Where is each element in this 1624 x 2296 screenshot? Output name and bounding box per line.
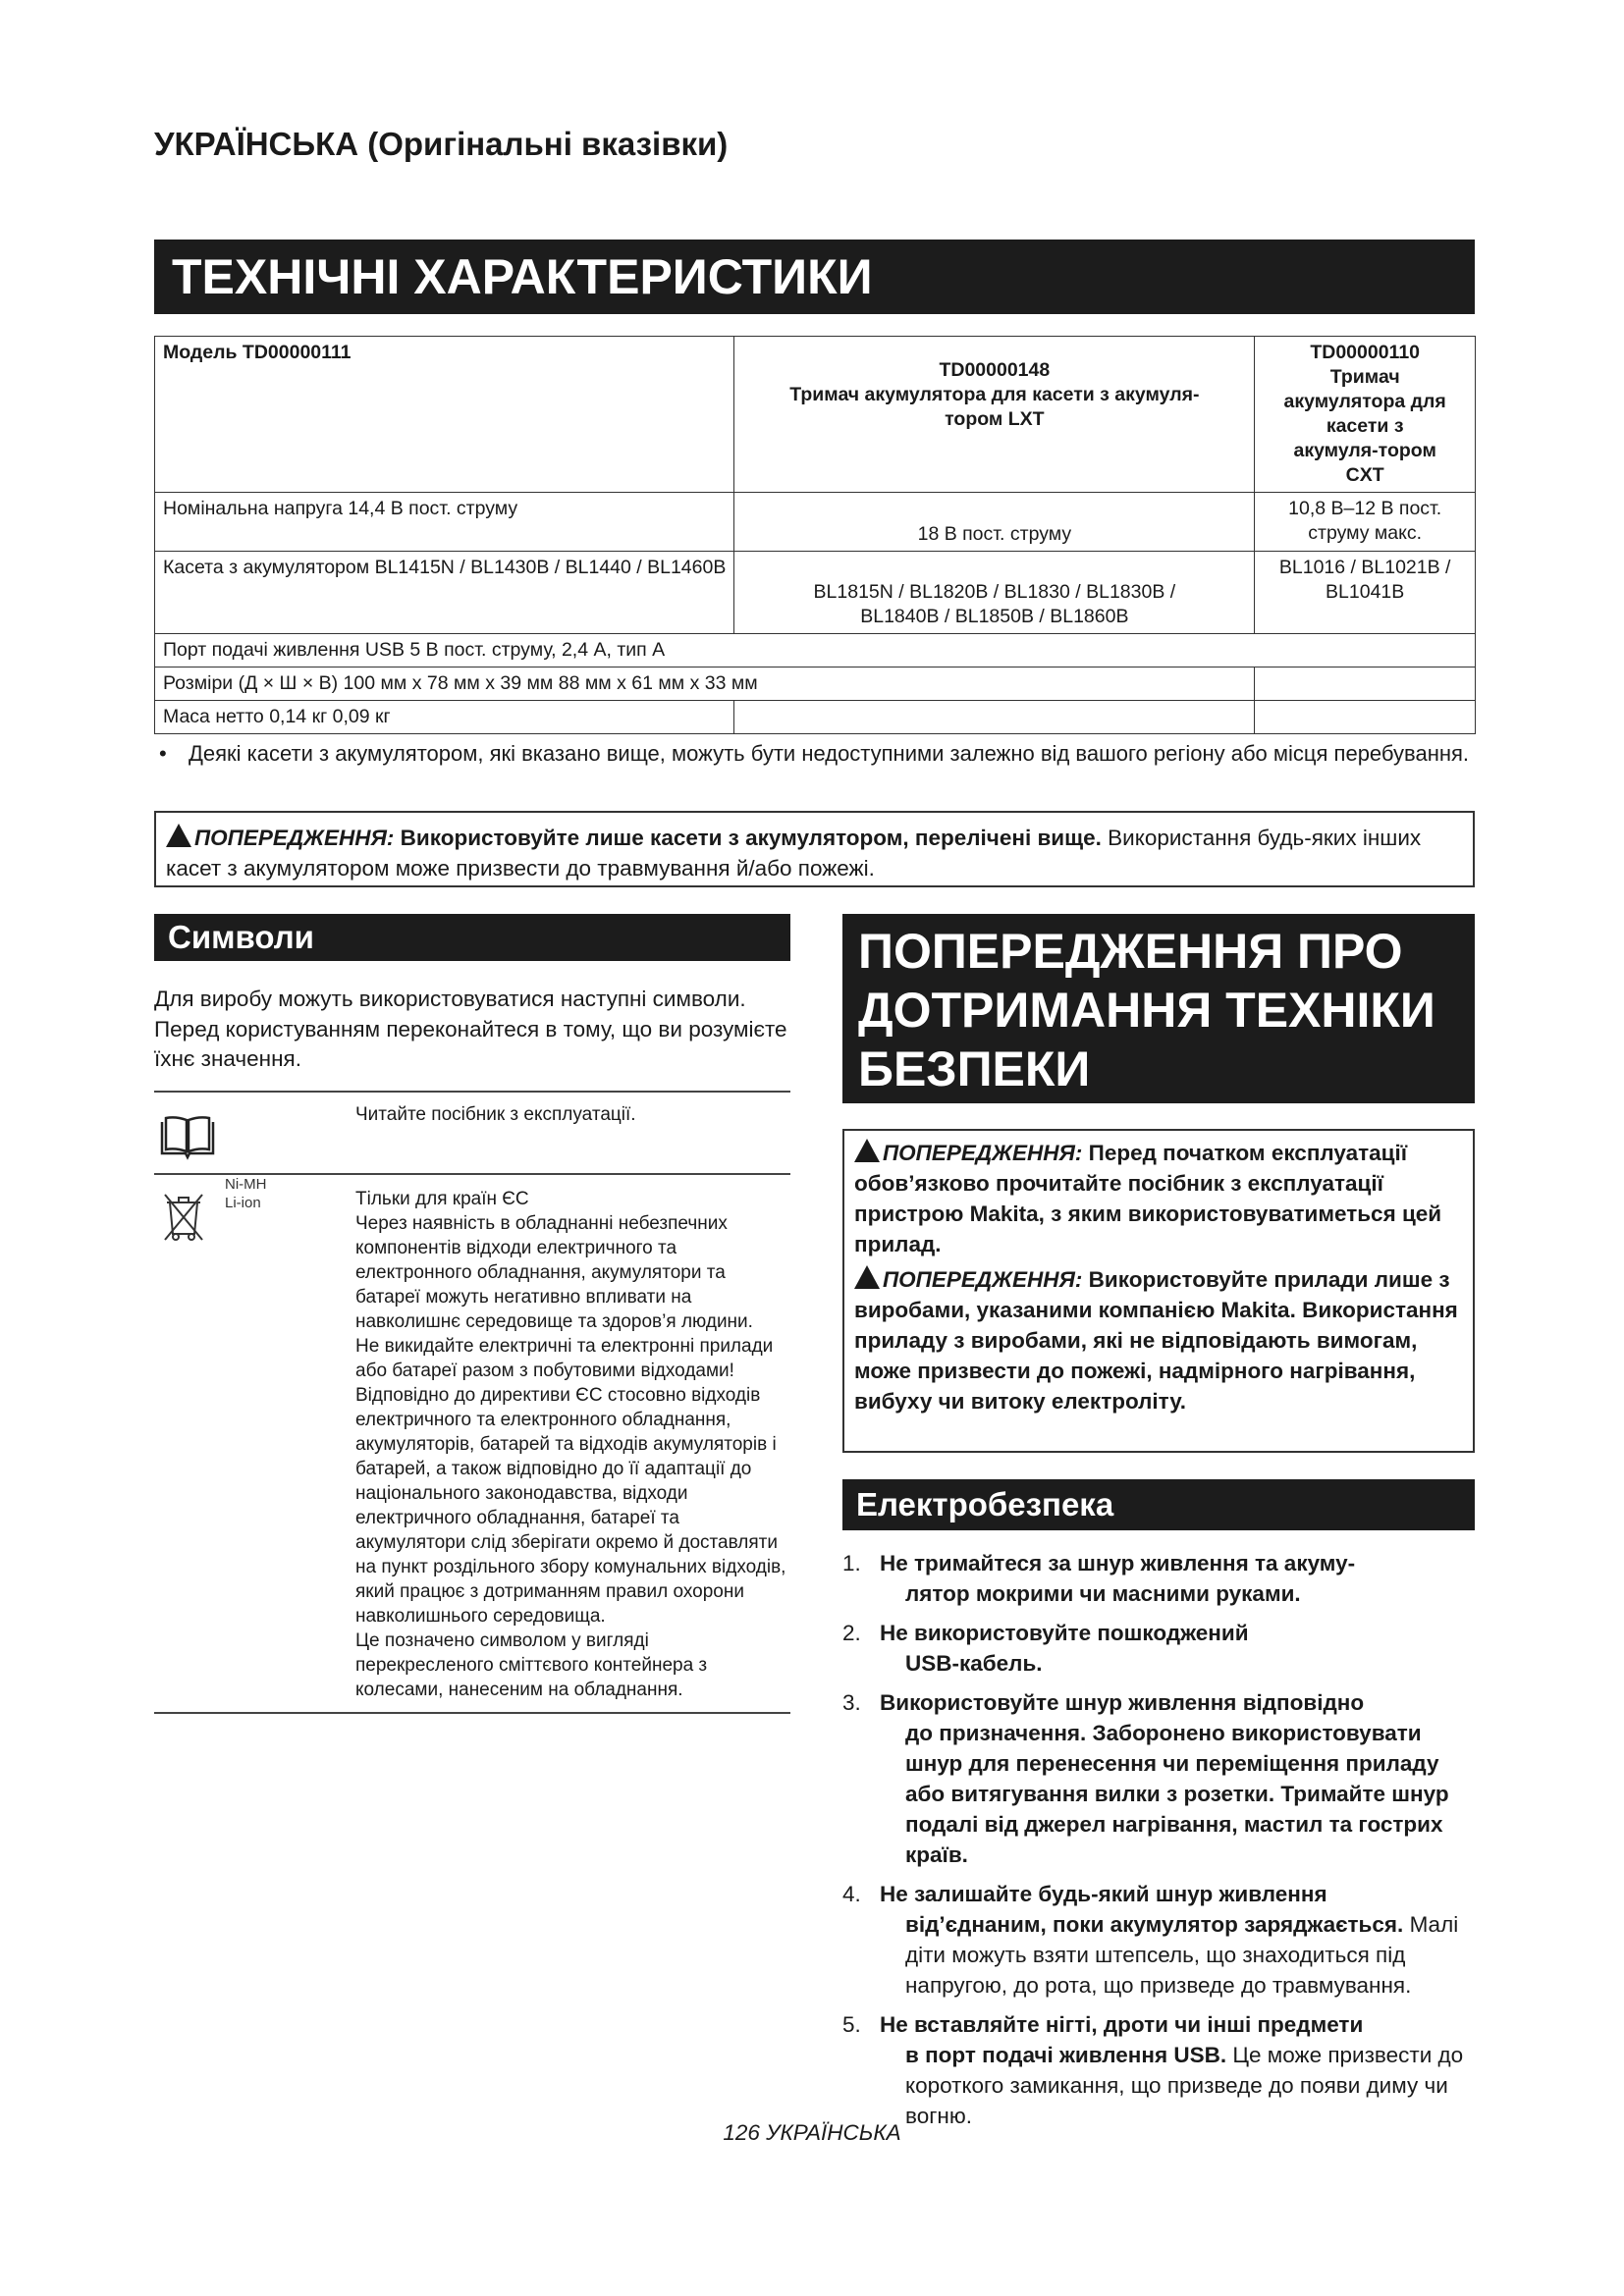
- item-lead: Не використовуйте пошкоджений: [880, 1621, 1249, 1645]
- col3-header: [1255, 337, 1476, 493]
- spec-table: [154, 336, 1476, 734]
- item-text: Малі діти можуть взяти штепсель, що знаходиться під напругою, до рота, що призведе до травмування.: [905, 1912, 1459, 1998]
- item-number: 4.: [842, 1882, 861, 1906]
- warning-icon: [166, 824, 191, 847]
- item-number: 3.: [842, 1690, 861, 1715]
- warning-text: Використання будь-яких інших касет з акумулятором може призвести до травмування й/або пожежі.: [166, 826, 1422, 881]
- row-col3: [1255, 667, 1476, 701]
- safety-warning-1: [854, 1137, 1463, 1259]
- safety-title: ПОПЕРЕДЖЕННЯ ПРО ДОТРИМАННЯ ТЕХНІКИ БЕЗПЕКИ: [842, 914, 1475, 1103]
- item-lead: Не залишайте будь-який шнур живлення: [880, 1882, 1327, 1906]
- item-lead: Не тримайтеся за шнур живлення та акуму-: [880, 1551, 1356, 1575]
- model-label: Модель TD00000111: [155, 337, 734, 493]
- item-bold: в порт подачі живлення USB.: [905, 2043, 1227, 2067]
- row-col3: [1255, 701, 1476, 734]
- language-title: УКРАЇНСЬКА (Оригінальні вказівки): [154, 126, 729, 162]
- row-col2: [734, 493, 1255, 552]
- item-lead: Не вставляйте нігті, дроти чи інші предмети: [880, 2012, 1364, 2037]
- col3-model: TD00000110: [1310, 342, 1421, 363]
- list-item: [842, 1548, 1481, 1609]
- col2-desc: Тримач акумулятора для касети з акумуля-тором LXT: [789, 384, 1200, 430]
- row-label: Номінальна напруга 14,4 В пост. струму: [155, 493, 734, 552]
- table-row: [154, 1093, 790, 1175]
- row-col2-text: 18 В пост. струму: [917, 523, 1072, 545]
- item-lead: Використовуйте шнур живлення відповідно: [880, 1690, 1365, 1715]
- electrical-list: [842, 1548, 1481, 2140]
- safety-warnings: [842, 1129, 1475, 1453]
- item-text: Це може призвести до короткого замикання, що призведе до появи диму чи вогню.: [905, 2043, 1464, 2128]
- table-row: [155, 667, 1476, 701]
- row-label: Розміри (Д × Ш × В) 100 мм x 78 мм x 39 мм 88 мм x 61 мм x 33 мм: [155, 667, 1255, 701]
- spec-title: ТЕХНІЧНІ ХАРАКТЕРИСТИКИ: [154, 240, 1475, 314]
- table-row: [155, 493, 1476, 552]
- spec-warning: [154, 811, 1475, 887]
- bullet: •: [159, 741, 167, 766]
- icon-label-nimh: Ni-MH: [225, 1176, 267, 1193]
- row-col3: 10,8 В–12 В пост. струму макс.: [1255, 493, 1476, 552]
- item-bold: від’єднаним, поки акумулятор заряджається.: [905, 1912, 1404, 1937]
- table-row: [155, 634, 1476, 667]
- row-col3: BL1016 / BL1021B / BL1041B: [1255, 552, 1476, 634]
- item-number: 2.: [842, 1621, 861, 1645]
- symbols-title: Символи: [154, 914, 790, 961]
- page-footer: 126 УКРАЇНСЬКА: [723, 2120, 901, 2145]
- col2-header: [734, 337, 1255, 493]
- warning-text: Перед початком експлуатації обов’язково прочитайте посібник з експлуатації пристрою Makita, з яким використовуватиметься цей прилад.: [854, 1141, 1442, 1256]
- table-row: [155, 552, 1476, 634]
- warning-label: ПОПЕРЕДЖЕННЯ:: [883, 1141, 1083, 1165]
- warning-label: ПОПЕРЕДЖЕННЯ:: [194, 826, 395, 850]
- row-label: Маса нетто 0,14 кг 0,09 кг: [155, 701, 734, 734]
- warning-icon: [854, 1139, 880, 1162]
- list-item: [842, 1687, 1481, 1870]
- item-bold: лятор мокрими чи масними руками.: [905, 1581, 1301, 1606]
- symbol-text: Тільки для країн ЄС Через наявність в обладнанні небезпечних компонентів відходи електричного та електронного обладнання, акумулятори та батареї можуть негативно впливати на навколишнє середовище та здоров’я людини. Не викидайте електричні та електронні прилади або батареї разом з побутовими відходами! Відповідно до директиви ЄС стосовно відходів електричного та електронного обладнання, акумуляторів, батарей та відходів акумуляторів і батарей, а також відповідно до її адаптації до національного законодавства, відходи електричного обладнання, батареї та акумулятори слід зберігати окремо й доставляти на пункт роздільного збору комунальних відходів, який працює з дотриманням правил охорони навколишнього середовища. Це позначено символом у вигляді перекресленого сміттєвого контейнера з колесами, нанесеним на обладнання.: [355, 1189, 786, 1700]
- col2-model: TD00000148: [939, 359, 1051, 381]
- list-item: [842, 1618, 1481, 1679]
- list-item: [842, 1879, 1481, 2001]
- row-col2: [734, 552, 1255, 634]
- warning-icon: [854, 1265, 880, 1289]
- table-row: [154, 1175, 790, 1714]
- symbols-table: [154, 1091, 790, 1714]
- item-bold: до призначення. Заборонено використовувати шнур для перенесення чи переміщення приладу або витягування вилки з розетки. Тримайте шнур подалі від джерел нагрівання, мастил та гострих країв.: [905, 1721, 1449, 1867]
- symbol-text: Читайте посібник з експлуатації.: [355, 1104, 636, 1125]
- table-row: [155, 701, 1476, 734]
- table-row: [155, 337, 1476, 493]
- row-label: Порт подачі живлення USB 5 В пост. струму, 2,4 А, тип A: [155, 634, 1476, 667]
- warning-bold-text: Використовуйте лише касети з акумулятором, перелічені вище.: [400, 826, 1102, 850]
- col3-desc: Тримач акумулятора для касети з акумуля-тором CXT: [1283, 366, 1446, 486]
- availability-note: [159, 738, 1475, 769]
- warning-text: Використовуйте прилади лише з виробами, указаними компанією Makita. Використання приладу з виробами, які не відповідають вимогам, може призвести до пожежі, надмірного нагрівання, вибуху чи витоку електроліту.: [854, 1267, 1458, 1414]
- item-number: 5.: [842, 2012, 861, 2037]
- list-item: [842, 2009, 1481, 2131]
- safety-warning-2: [854, 1263, 1463, 1416]
- availability-note-text: Деякі касети з акумулятором, які вказано вище, можуть бути недоступними залежно від вашого регіону або місця перебування.: [189, 741, 1470, 766]
- icon-label-liion: Li-ion: [225, 1195, 261, 1211]
- electrical-title: Електробезпека: [842, 1479, 1475, 1530]
- row-col2-text: BL1815N / BL1820B / BL1830 / BL1830B / BL1840B / BL1850B / BL1860B: [813, 581, 1176, 627]
- symbols-intro: Для виробу можуть використовуватися наступні символи. Перед користуванням переконайтеся в тому, що ви розумієте їхнє значення.: [154, 987, 787, 1071]
- item-bold: USB-кабель.: [905, 1651, 1043, 1676]
- item-number: 1.: [842, 1551, 861, 1575]
- row-col2: [734, 701, 1255, 734]
- row-label: Касета з акумулятором BL1415N / BL1430B / BL1440 / BL1460B: [155, 552, 734, 634]
- warning-label: ПОПЕРЕДЖЕННЯ:: [883, 1267, 1083, 1292]
